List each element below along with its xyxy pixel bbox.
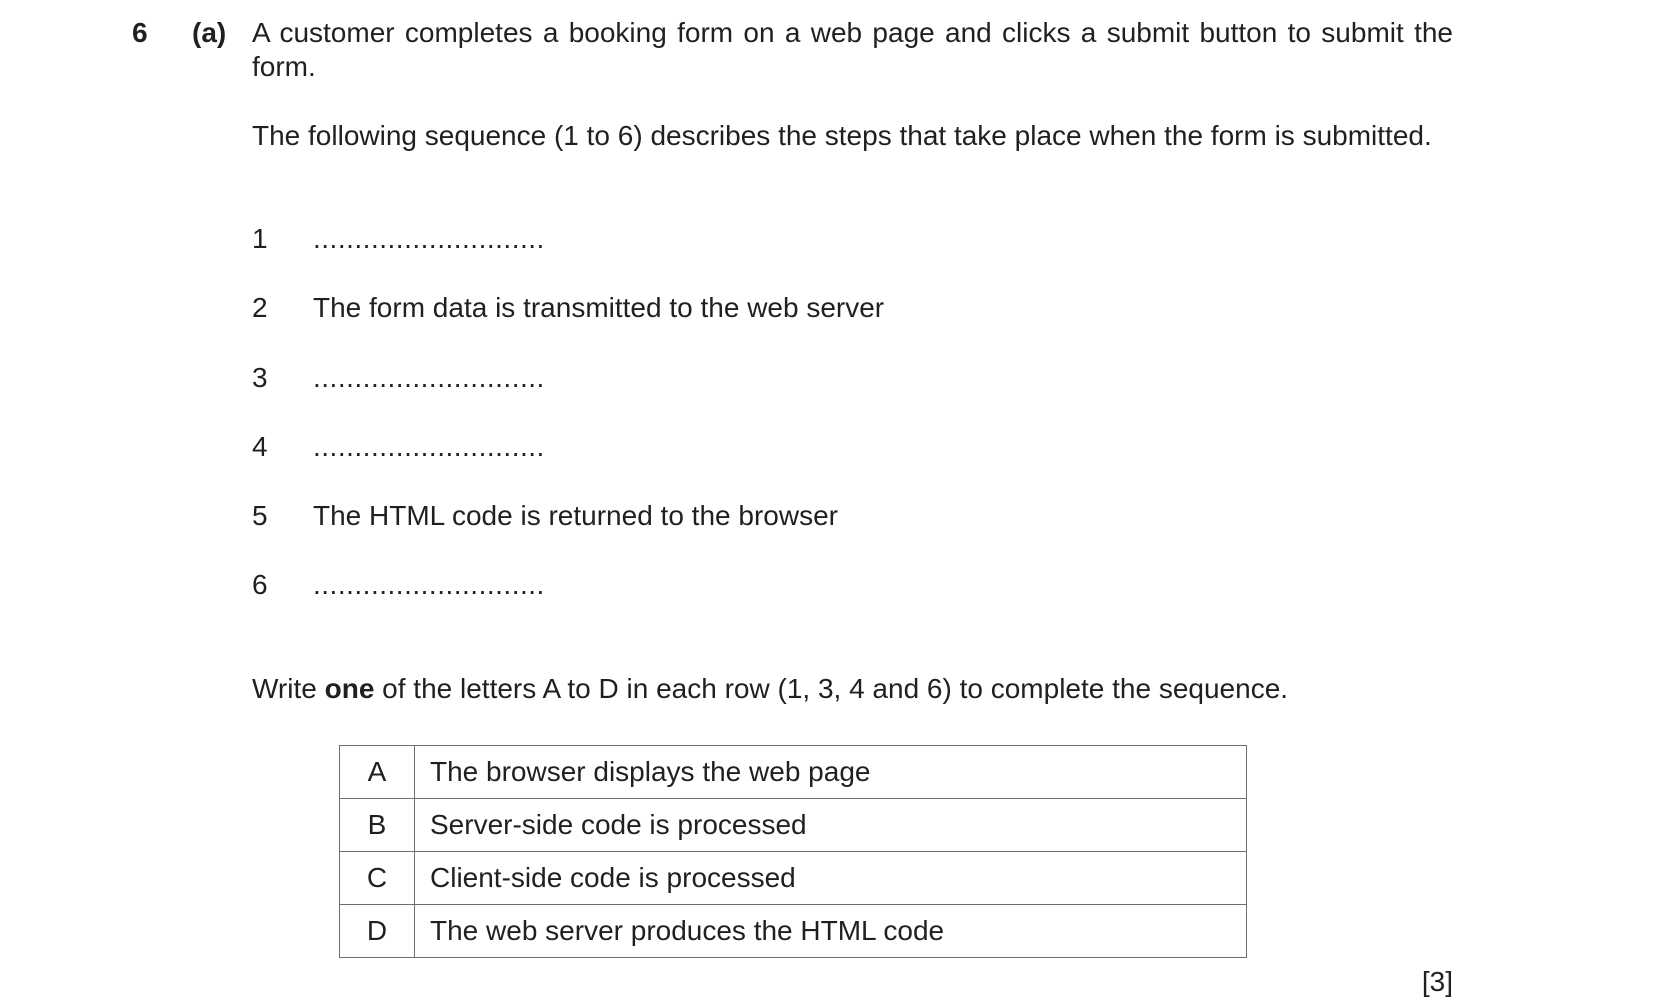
step-number-3: 3 (252, 362, 268, 393)
instruction-emphasis: one (324, 673, 375, 704)
step-number-4: 4 (252, 431, 268, 462)
option-text: The web server produces the HTML code (415, 905, 1247, 958)
option-row-c (340, 852, 1247, 905)
option-letter: A (340, 746, 415, 799)
option-letter: C (340, 852, 415, 905)
instruction-rest: of the letters A to D in each row (1, 3, 4 and 6) to complete the sequence. (374, 673, 1289, 704)
option-letter: D (340, 905, 415, 958)
question-intro: A customer completes a booking form on a web page and clicks a submit button to submit the form. (252, 17, 1453, 82)
instruction-lead: Write (252, 673, 325, 704)
step-2-text: The form data is transmitted to the web server (313, 292, 885, 323)
step-5-text: The HTML code is returned to the browser (313, 500, 838, 531)
step-4-answer-blank[interactable]: ............................ (313, 431, 545, 462)
option-text: Client-side code is processed (415, 852, 1247, 905)
option-row-a (340, 746, 1247, 799)
step-3-answer-blank[interactable]: ............................ (313, 362, 545, 393)
step-1-answer-blank[interactable]: ............................ (313, 223, 545, 254)
step-number-5: 5 (252, 500, 268, 531)
option-text: The browser displays the web page (415, 746, 1247, 799)
step-number-2: 2 (252, 292, 268, 323)
question-number: 6 (132, 17, 148, 48)
options-table (339, 745, 1247, 958)
step-number-1: 1 (252, 223, 268, 254)
option-row-d (340, 905, 1247, 958)
step-number-6: 6 (252, 569, 268, 600)
option-row-b (340, 799, 1247, 852)
instruction (252, 672, 1288, 706)
step-6-answer-blank[interactable]: ............................ (313, 569, 545, 600)
option-letter: B (340, 799, 415, 852)
question-part-label: (a) (192, 17, 227, 48)
sequence-intro: The following sequence (1 to 6) describes the steps that take place when the form is submitted. (252, 120, 1432, 151)
option-text: Server-side code is processed (415, 799, 1247, 852)
marks-available: [3] (1421, 966, 1453, 997)
